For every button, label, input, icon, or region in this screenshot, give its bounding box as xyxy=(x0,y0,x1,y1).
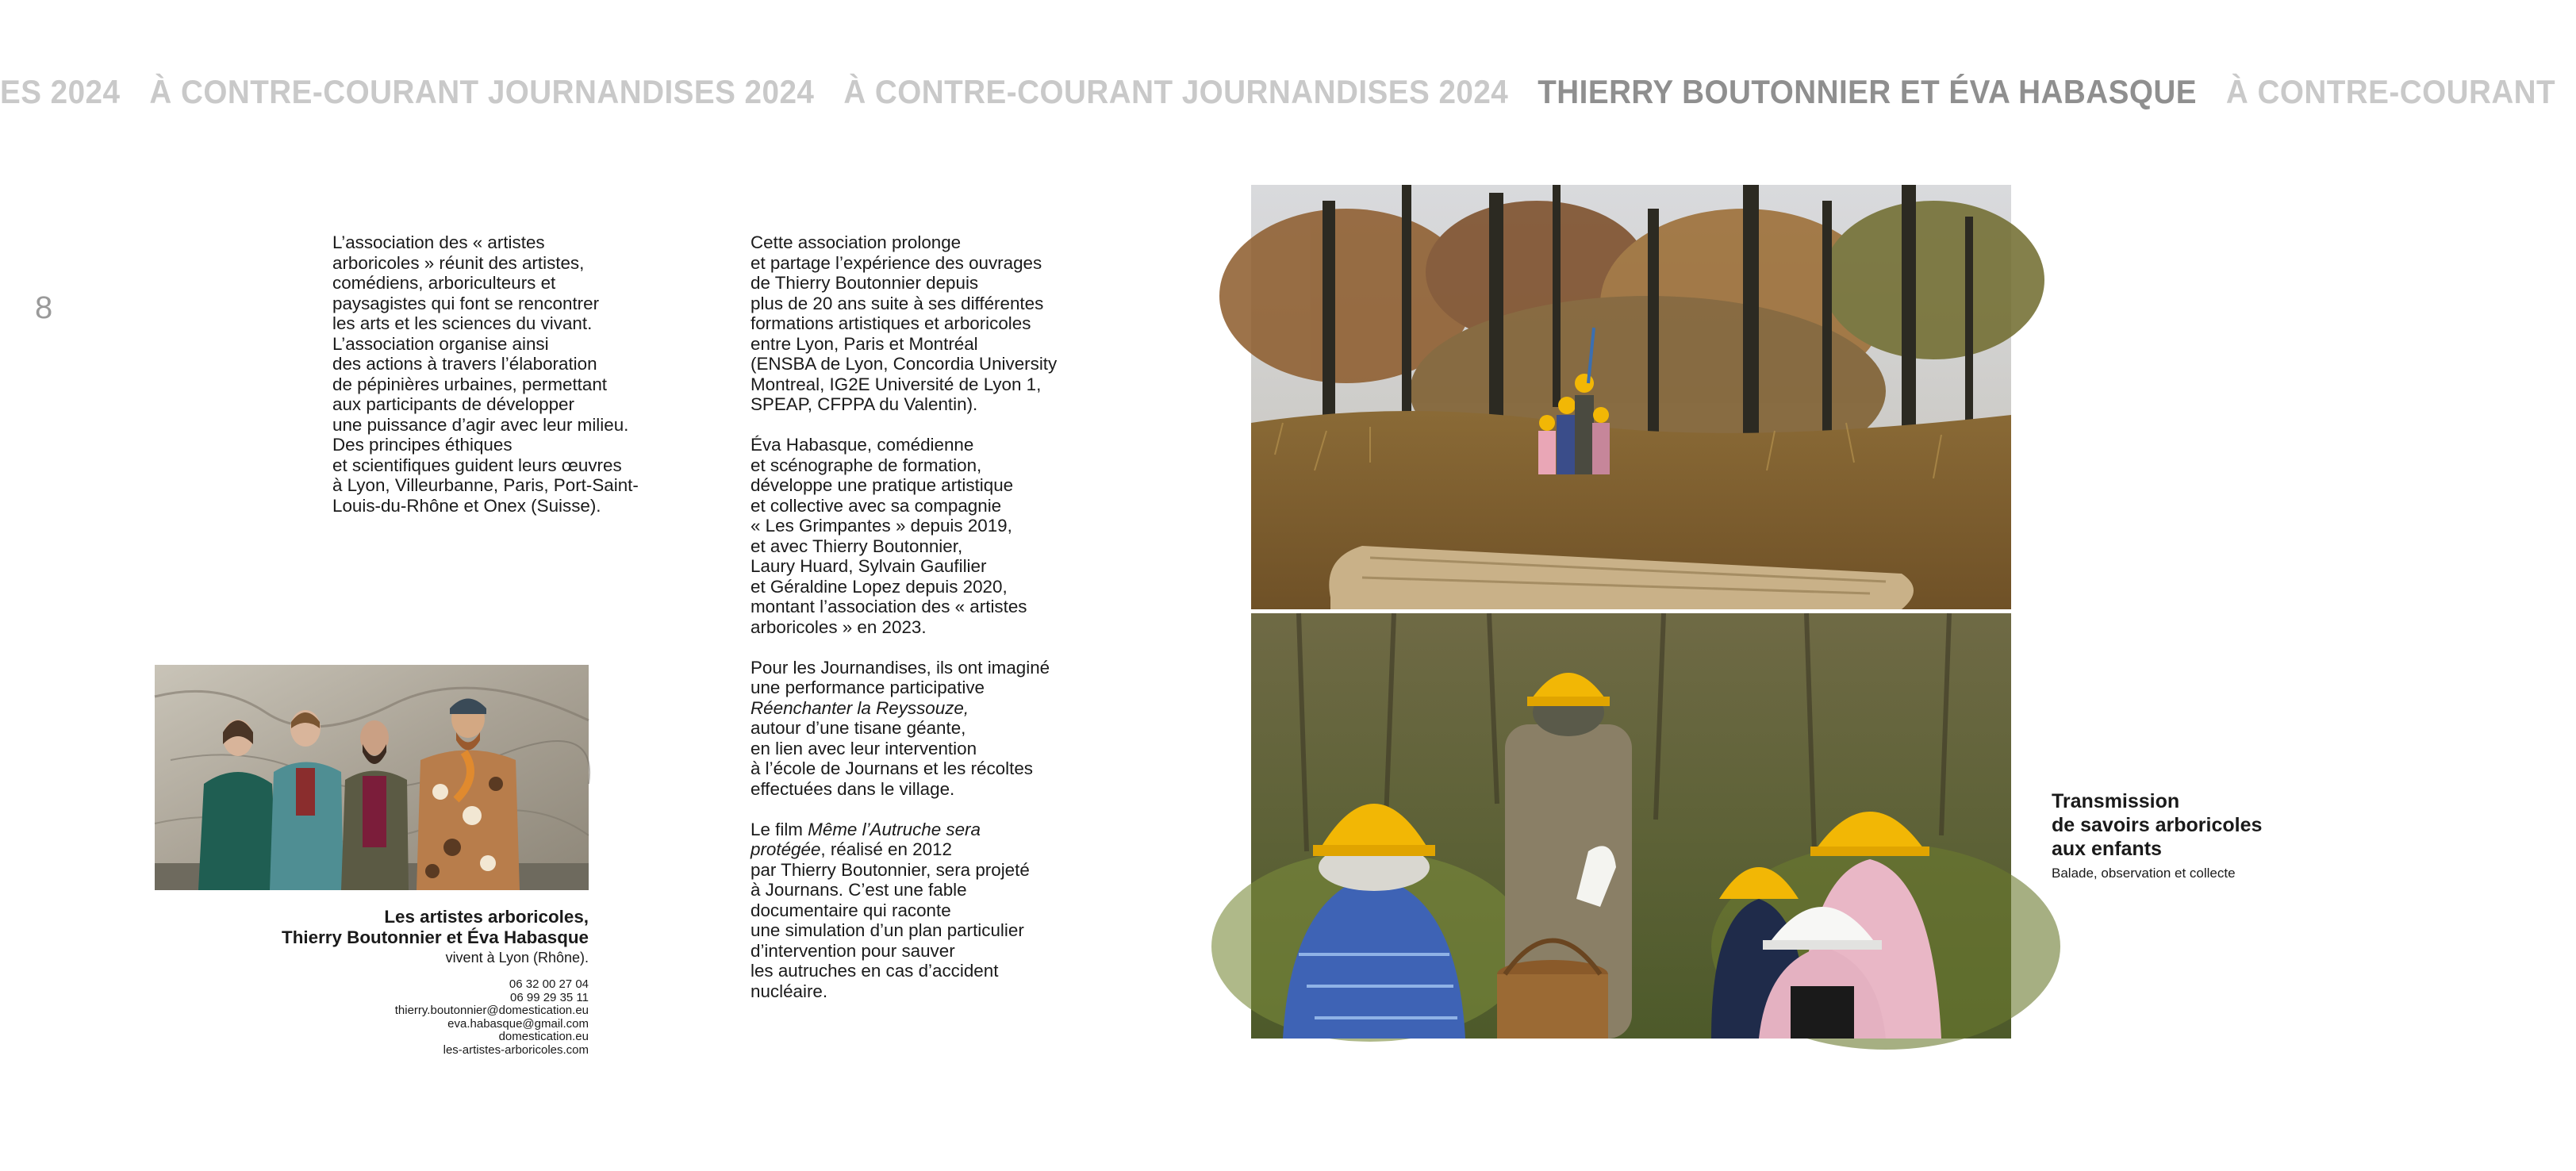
artists-portrait-photo xyxy=(155,665,589,890)
text-run: autour d’une tisane géante, en lien avec leur intervention à l’école de Journans et les récoltes effectuées dans le village. xyxy=(751,718,1033,799)
banner-segment: À CONTRE-COURANT JOURNANDISES 2024 xyxy=(149,73,815,110)
text-run: , réalisé en 2012 par Thierry Boutonnier, sera projeté à Journans. C’est une fable documentaire qui raconte une simulation d’un plan particulier d’intervention pour sauver les autruches en cas d’accident nucléaire. xyxy=(751,839,1030,1001)
artists-caption-title: Les artistes arboricoles, Thierry Boutonnier et Éva Habasque xyxy=(282,907,589,947)
forest-photo-bottom xyxy=(1251,613,2011,1039)
forest-photo-top xyxy=(1251,185,2011,609)
website: les-artistes-arboricoles.com xyxy=(443,1042,589,1057)
phone-number: 06 32 00 27 04 xyxy=(509,977,589,991)
photo-caption-title: Transmission de savoirs arboricoles aux enfants xyxy=(2052,790,2263,860)
contact-block xyxy=(154,978,589,1058)
paragraph-performance xyxy=(751,658,1084,800)
paragraph-history: Cette association prolonge et partage l’expérience des ouvrages de Thierry Boutonnier depuis plus de 20 ans suite à ses différentes formations artistiques et arboricoles entre Lyon, Paris et Montréal (ENSBA de Lyon, Concordia University Montreal, IG2E Université de Lyon 1, SPEAP, CFPPA du Valentin). xyxy=(751,232,1058,414)
photo-caption xyxy=(2052,789,2321,883)
middle-text-column xyxy=(751,232,1084,1022)
text-run: Pour les Journandises, ils ont imaginé une performance participative xyxy=(751,657,1050,697)
text-run: Le film xyxy=(751,819,808,839)
banner-segment: À CONTRE-COURANT xyxy=(2225,73,2556,110)
phone-number: 06 99 29 35 11 xyxy=(510,990,589,1004)
running-header-banner xyxy=(0,68,2556,116)
performance-title: Réenchanter la Reyssouze, xyxy=(751,697,969,718)
email-address: eva.habasque@gmail.com xyxy=(447,1016,589,1031)
page-number: 8 xyxy=(35,290,53,325)
paragraph-film xyxy=(751,820,1084,1002)
banner-segment: ES 2024 xyxy=(0,73,121,110)
email-address: thierry.boutonnier@domestication.eu xyxy=(394,1004,589,1018)
left-text-column xyxy=(332,232,666,536)
artists-caption xyxy=(154,907,589,967)
association-paragraph: L’association des « artistes arboricoles » réunit des artistes, comédiens, arboriculteurs et paysagistes qui font se rencontrer les arts et les sciences du vivant. L’association organise ainsi des actions à travers l’élaboration de pépinières urbaines, permettant aux participants de développer une puissance d’agir avec leur milieu. Des principes éthiques et scientifiques guident leurs œuvres à Lyon, Villeurbanne, Paris, Port-Saint- Louis-du-Rhône et Onex (Suisse). xyxy=(332,232,639,516)
paragraph-eva-habasque: Éva Habasque, comédienne et scénographe de formation, développe une pratique artistique et collective avec sa compagnie « Les Grimpantes » depuis 2019, et avec Thierry Boutonnier, Laury Huard, Sylvain Gaufilier et Géraldine Lopez depuis 2020, montant l’association des « artistes arboricoles » en 2023. xyxy=(751,435,1027,637)
photo-caption-subtitle: Balade, observation et collecte xyxy=(2052,866,2236,881)
film-title: Même l’Autruche sera protégée xyxy=(751,819,981,859)
banner-artists-name: THIERRY BOUTONNIER ET ÉVA HABASQUE xyxy=(1538,73,2197,110)
artists-caption-subtitle: vivent à Lyon (Rhône). xyxy=(445,950,589,966)
banner-segment: À CONTRE-COURANT JOURNANDISES 2024 xyxy=(843,73,1509,110)
website: domestication.eu xyxy=(498,1030,589,1044)
